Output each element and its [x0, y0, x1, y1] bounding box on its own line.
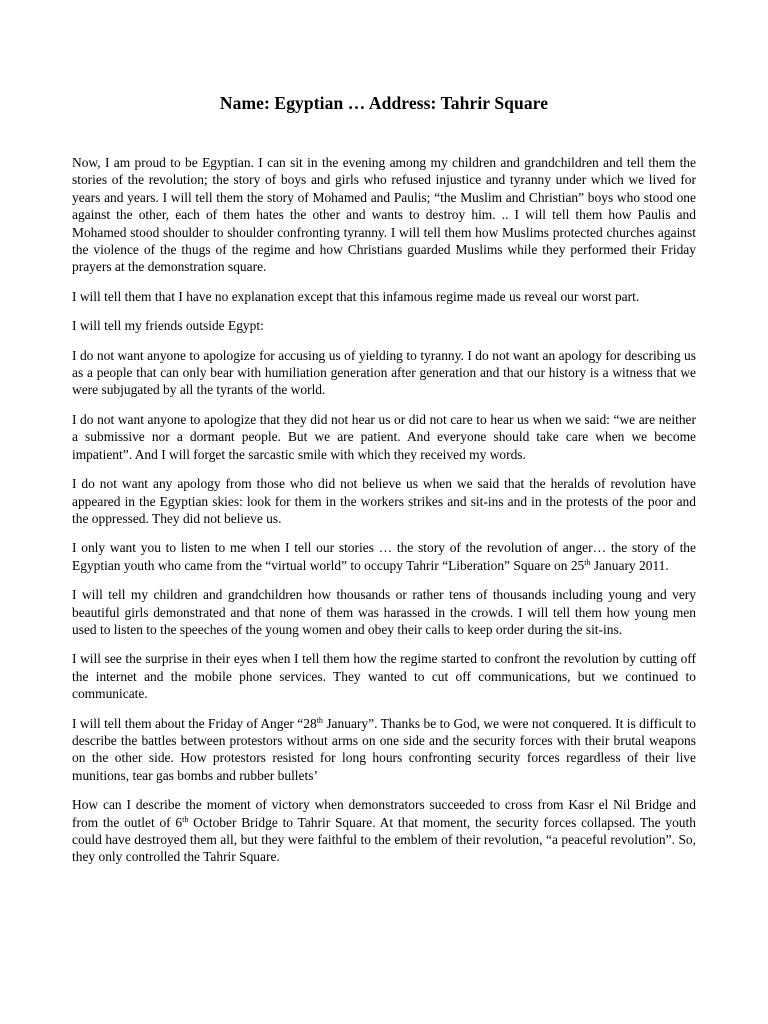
paragraph-text: I do not want anyone to apologize that they did not hear us or did not care to hear us when we said: “we are neither a submissive nor a dormant people. But we are patient. And everyone should take care when we become impatient”. And I will forget the sarcastic smile with which they received my words.	[72, 411, 696, 462]
paragraph	[72, 796, 696, 866]
paragraph	[72, 347, 696, 399]
document-body	[72, 154, 696, 866]
paragraph	[72, 154, 696, 276]
paragraph-text: I will tell my friends outside Egypt:	[72, 318, 264, 334]
paragraph	[72, 539, 696, 574]
paragraph	[72, 586, 696, 638]
paragraph-text: Now, I am proud to be Egyptian. I can sit in the evening among my children and grandchildren and tell them the stories of the revolution; the story of boys and girls who refused injustice and tyranny under which we lived for years and years. I will tell them the story of Mohamed and Paulis; “the Muslim and Christian” boys who stood one against the other, each of them hates the other and wants to destroy him. .. I will tell them how Paulis and Mohamed stood shoulder to shoulder confronting tyranny. I will tell them how Muslims protected churches against the violence of the thugs of the regime and how Christians guarded Muslims while they performed their Friday prayers at the demonstration square.	[72, 155, 696, 275]
paragraph	[72, 317, 696, 334]
paragraph	[72, 650, 696, 702]
paragraph	[72, 288, 696, 305]
paragraph-text: I will tell them that I have no explanation except that this infamous regime made us reveal our worst part.	[72, 288, 640, 304]
document-page	[72, 0, 696, 878]
superscript-text: th	[182, 814, 189, 824]
paragraph	[72, 475, 696, 527]
paragraph	[72, 411, 696, 463]
paragraph-text: I only want you to listen to me when I tell our stories … the story of the revolution of anger… the story of the Egyptian youth who came from the “virtual world” to occupy Tahrir “Liberation” Square on 25	[72, 540, 696, 573]
paragraph-text: I will tell my children and grandchildren how thousands or rather tens of thousands including young and very beautiful girls demonstrated and that none of them was harassed in the crowds. I will tell them how young men used to listen to the speeches of the young women and obey their calls to keep order during the sit-ins.	[72, 587, 696, 637]
paragraph-text: I will tell them about the Friday of Anger “28	[72, 715, 317, 731]
paragraph-text: I will see the surprise in their eyes when I tell them how the regime started to confront the revolution by cutting off the internet and the mobile phone services. They wanted to cut off communications, but we continued to communicate.	[72, 651, 696, 702]
paragraph-text: I do not want anyone to apologize for accusing us of yielding to tyranny. I do not want an apology for describing us as a people that can only bear with humiliation generation after generation and that our history is a witness that we were subjugated by all the tyrants of the world.	[72, 347, 696, 398]
paragraph-text: October Bridge to Tahrir Square. At that moment, the security forces collapsed. The youth could have destroyed them all, but they were faithful to the emblem of their revolution, “a peaceful revolution”. So, they only controlled the Tahrir Square.	[72, 814, 696, 865]
paragraph-text: I do not want any apology from those who did not believe us when we said that the heralds of revolution have appeared in the Egyptian skies: look for them in the workers strikes and sit-ins and in the protests of the poor and the oppressed. They did not believe us.	[72, 476, 696, 526]
paragraph	[72, 715, 696, 785]
document-title: Name: Egyptian … Address: Tahrir Square	[219, 93, 549, 113]
paragraph-text: January”. Thanks be to God, we were not conquered. It is difficult to describe the battles between protestors without arms on one side and the security forces with their brutal weapons on the other side. How protestors resisted for long hours confronting security forces regardless of their live munitions, tear gas bombs and rubber bullets’	[72, 715, 696, 783]
paragraph-text: How can I describe the moment of victory when demonstrators succeeded to cross from Kasr el Nil Bridge and from the outlet of 6	[72, 797, 696, 830]
paragraph-text: January 2011.	[590, 557, 669, 573]
superscript-text: th	[584, 557, 591, 567]
superscript-text: th	[316, 715, 323, 725]
